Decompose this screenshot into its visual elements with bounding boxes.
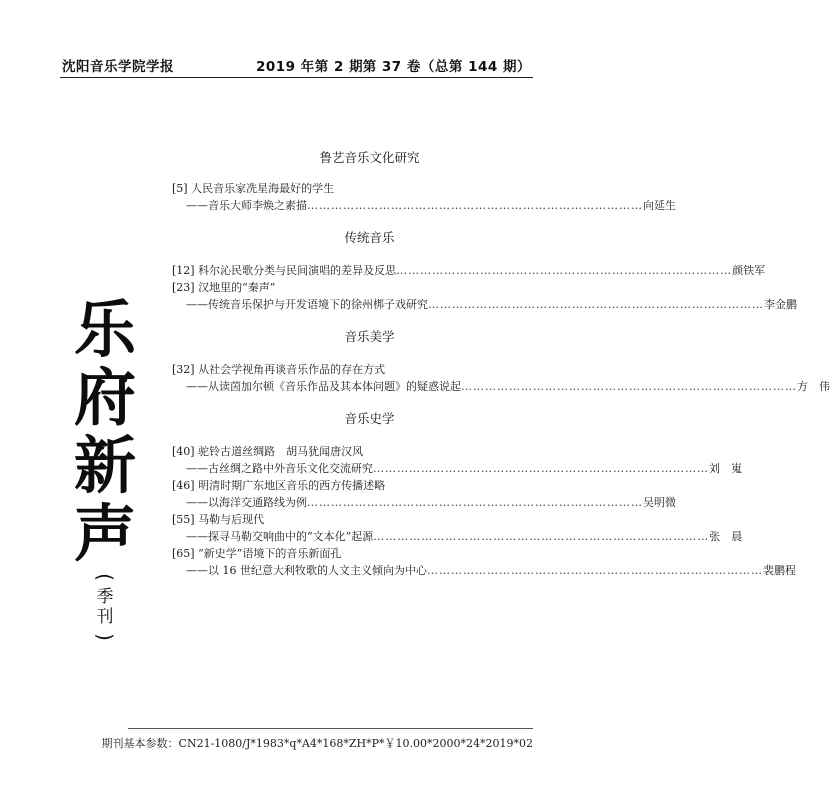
article-subtitle: ——以 16 世纪意大利牧歌的人文主义倾向为中心 — [186, 564, 427, 577]
table-of-contents — [172, 140, 830, 579]
article-author: 李金鹏 — [764, 298, 797, 311]
article-title: [40] 驼铃古道丝绸路 胡马犹闻唐汉风 — [172, 445, 364, 458]
article-entry[interactable] — [172, 262, 766, 279]
article-author: 裴鹏程 — [763, 564, 796, 577]
header-rule — [60, 77, 533, 78]
leader-dots: ………………………………………………………………………… — [396, 264, 733, 277]
article-subtitle: ——探寻马勒交响曲中的“文本化”起源 — [186, 530, 374, 543]
article-title: [46] 明清时期广东地区音乐的西方传播述略 — [172, 479, 386, 492]
article-subtitle: ——音乐大师李焕之素描 — [186, 199, 307, 212]
article-entry[interactable] — [172, 477, 676, 511]
footer-rule — [128, 728, 533, 729]
leader-dots: ………………………………………………………………………… — [428, 298, 764, 311]
article-title: [55] 马勒与后现代 — [172, 513, 265, 526]
article-entry[interactable] — [172, 545, 796, 579]
volume-label: 第 37 卷（总第 144 期） — [362, 59, 531, 75]
article-title: [65] “新史学”语境下的音乐新面孔 — [172, 547, 342, 560]
article-title: [12] 科尔沁民歌分类与民间演唱的差异及反思 — [172, 264, 397, 277]
article-author: 吴明微 — [643, 496, 676, 509]
article-title: [32] 从社会学视角再谈音乐作品的存在方式 — [172, 363, 386, 376]
close-paren: ) — [93, 633, 117, 641]
article-entry[interactable] — [172, 180, 676, 214]
leader-dots: ………………………………………………………………………… — [307, 199, 643, 212]
section-heading: 鲁艺音乐文化研究 — [319, 150, 420, 165]
article-entry[interactable] — [172, 511, 743, 545]
title-subtitle — [88, 567, 122, 647]
article-author: 张 晨 — [709, 530, 743, 543]
section-heading: 传统音乐 — [344, 230, 395, 245]
subtitle-char: 季 — [96, 587, 114, 607]
title-char: 乐 — [73, 293, 136, 366]
article-title: [23] 汉地里的“秦声” — [172, 281, 276, 294]
leader-dots: ………………………………………………………………………… — [373, 530, 710, 543]
article-subtitle: ——古丝绸之路中外音乐文化交流研究 — [186, 462, 373, 475]
article-author: 颜铁军 — [732, 264, 766, 277]
running-header — [60, 55, 533, 77]
journal-section-title — [70, 293, 140, 570]
article-entry[interactable] — [172, 443, 742, 477]
article-author: 方 伟 — [797, 380, 830, 393]
open-paren: ( — [93, 573, 117, 581]
title-char: 府 — [73, 361, 136, 434]
leader-dots: ………………………………………………………………………… — [307, 496, 643, 509]
article-subtitle: ——从读茵加尔顿《音乐作品及其本体问题》的疑惑说起 — [186, 380, 461, 393]
leader-dots: ………………………………………………………………………… — [461, 380, 797, 393]
subtitle-char: 刊 — [96, 607, 114, 627]
issue-label: 2019 年第 2 期 — [256, 59, 364, 75]
journal-parameters: 期刊基本参数：CN21-1080/J*1983*q*A4*168*ZH*P*￥10.00*2000*24*2019*02 — [101, 737, 533, 750]
title-char: 声 — [73, 497, 136, 570]
article-author: 向延生 — [643, 199, 676, 212]
article-entry[interactable] — [172, 279, 797, 313]
article-subtitle: ——以海洋交通路线为例 — [186, 496, 307, 509]
article-entry[interactable] — [172, 361, 830, 395]
leader-dots: ………………………………………………………………………… — [427, 564, 763, 577]
article-author: 刘 嵬 — [709, 462, 742, 475]
leader-dots: ………………………………………………………………………… — [373, 462, 709, 475]
section-heading: 音乐美学 — [344, 329, 395, 344]
article-subtitle: ——传统音乐保护与开发语境下的徐州梆子戏研究 — [186, 298, 428, 311]
article-title: [5] 人民音乐家冼星海最好的学生 — [172, 182, 335, 195]
title-char: 新 — [73, 429, 136, 502]
journal-name: 沈阳音乐学院学报 — [62, 59, 174, 75]
section-heading: 音乐史学 — [344, 411, 395, 426]
